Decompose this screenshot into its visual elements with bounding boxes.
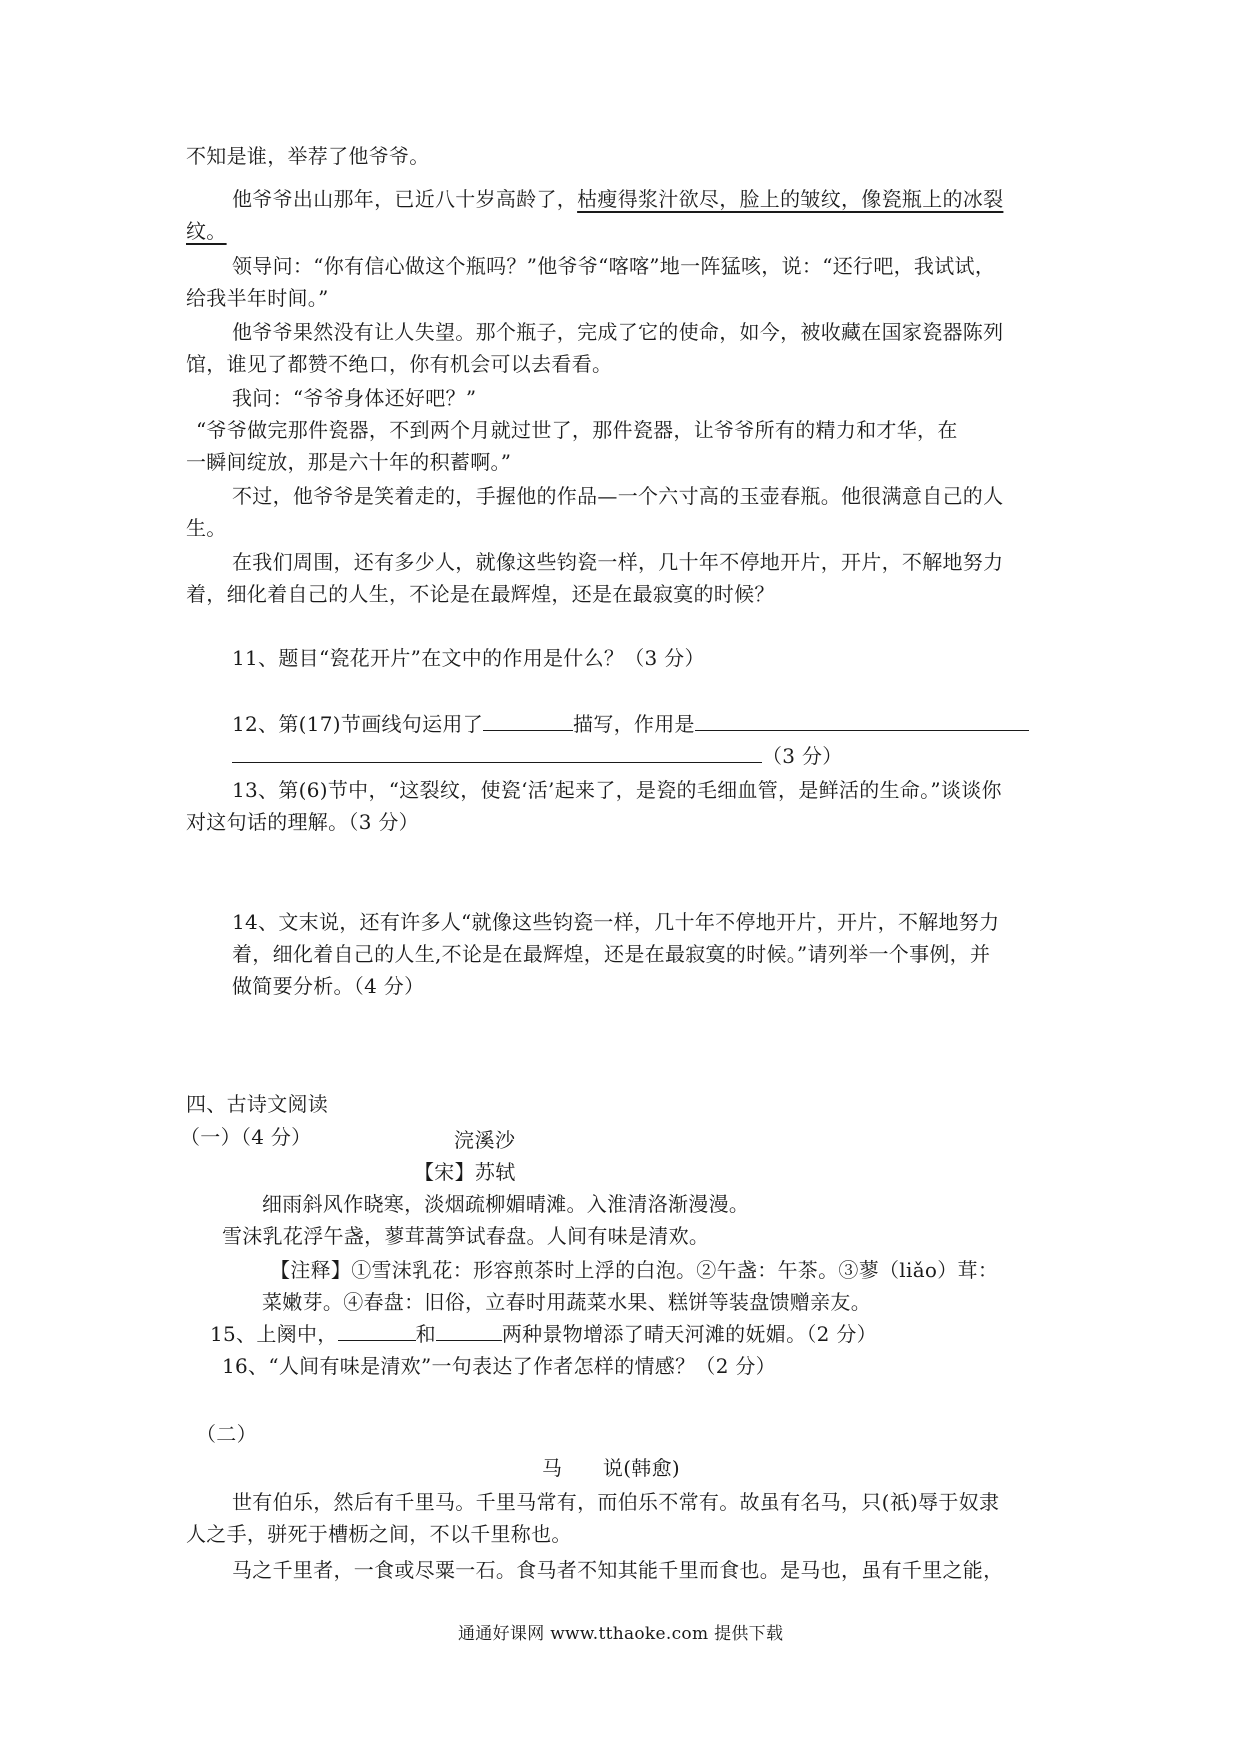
underlined-sentence: 纹。 [186, 219, 227, 243]
annotation-line: 【注释】①雪沫乳花：形容煎茶时上浮的白泡。②午盏：午茶。③蓼（liǎo）茸： [270, 1258, 999, 1282]
question-14: 14、文末说，还有许多人“就像这些钧瓷一样，几十年不停地开片，开片，不解地努力 [232, 910, 1000, 934]
paragraph-line: 给我半年时间。” [186, 286, 329, 310]
paragraph-line: 一瞬间绽放，那是六十年的积蓄啊。” [186, 450, 512, 474]
essay-line: 世有伯乐，然后有千里马。千里马常有，而伯乐不常有。故虽有名马，只(祇)辱于奴隶 [232, 1490, 1000, 1514]
part-label: （一）（4 分） [180, 1125, 312, 1149]
part-label: （二） [196, 1422, 257, 1446]
question-text: 和 [415, 1322, 436, 1346]
paragraph-line: “爷爷做完那件瓷器，不到两个月就过世了，那件瓷器，让爷爷所有的精力和才华，在 [196, 418, 958, 442]
answer-blank[interactable] [436, 1320, 502, 1341]
poem-line: 雪沫乳花浮午盏，蓼茸蒿笋试春盘。人间有味是清欢。 [222, 1224, 710, 1248]
paragraph-line: 不过，他爷爷是笑着走的，手握他的作品—一个六寸高的玉壶春瓶。他很满意自己的人 [232, 484, 1004, 508]
paragraph-line: 他爷爷果然没有让人失望。那个瓶子，完成了它的使命，如今，被收藏在国家瓷器陈列 [232, 320, 1004, 344]
question-16: 16、“人间有味是清欢”一句表达了作者怎样的情感？（2 分） [222, 1354, 776, 1378]
question-11: 11、题目“瓷花开片”在文中的作用是什么？（3 分） [232, 646, 705, 670]
question-text: 描写，作用是 [573, 712, 695, 736]
answer-blank[interactable] [232, 742, 762, 763]
question-15 [210, 1320, 877, 1348]
paragraph-line: 馆，谁见了都赞不绝口，你有机会可以去看看。 [186, 352, 613, 376]
annotation-line: 菜嫩芽。④春盘：旧俗，立春时用蔬菜水果、糕饼等装盘馈赠亲友。 [262, 1290, 871, 1314]
paragraph-line: 不知是谁，举荐了他爷爷。 [186, 144, 430, 168]
paragraph-text: 他爷爷出山那年，已近八十岁高龄了， [232, 187, 578, 211]
answer-blank[interactable] [483, 710, 573, 731]
paragraph-line [232, 185, 1003, 213]
underlined-sentence: 枯瘦得浆汁欲尽，脸上的皱纹，像瓷瓶上的冰裂 [577, 187, 1004, 211]
question-text: 15、上阕中， [210, 1322, 338, 1346]
question-13: 13、第(6)节中，“这裂纹，使瓷‘活’起来了，是瓷的毛细血管，是鲜活的生命。”谈谈你 [232, 778, 1002, 802]
footer-credit: 通通好课网 www.tthaoke.com 提供下载 [458, 1624, 784, 1644]
question-12 [232, 710, 1029, 738]
question-14-continued: 做简要分析。（4 分） [232, 974, 425, 998]
paragraph-line: 生。 [186, 516, 227, 540]
paragraph-line: 我问：“爷爷身体还好吧？” [232, 386, 477, 410]
question-text: （3 分） [762, 744, 843, 768]
paragraph-line: 着，细化着自己的人生，不论是在最辉煌，还是在最寂寞的时候？ [186, 582, 775, 606]
paragraph-line: 在我们周围，还有多少人，就像这些钧瓷一样，几十年不停地开片，开片，不解地努力 [232, 550, 1004, 574]
poem-author: 【宋】苏轼 [414, 1160, 516, 1184]
question-text: 12、第(17)节画线句运用了 [232, 712, 484, 736]
section-heading: 四、古诗文阅读 [186, 1092, 329, 1116]
question-14-continued: 着，细化着自己的人生,不论是在最辉煌，还是在最寂寞的时候。”请列举一个事例，并 [232, 942, 991, 966]
essay-line: 马之千里者，一食或尽粟一石。食马者不知其能千里而食也。是马也，虽有千里之能， [232, 1558, 1004, 1582]
poem-title: 浣溪沙 [454, 1128, 516, 1152]
essay-line: 人之手，骈死于槽枥之间，不以千里称也。 [186, 1522, 572, 1546]
essay-title: 马 说(韩愈) [542, 1456, 681, 1480]
question-13-continued: 对这句话的理解。（3 分） [186, 810, 419, 834]
question-text: 两种景物增添了晴天河滩的妩媚。（2 分） [501, 1322, 877, 1346]
question-12-continued [232, 742, 843, 770]
answer-blank[interactable] [338, 1320, 416, 1341]
poem-line: 细雨斜风作晓寒，淡烟疏柳媚晴滩。入淮清洛渐漫漫。 [262, 1192, 750, 1216]
paragraph-line: 领导问：“你有信心做这个瓶吗？”他爷爷“喀喀”地一阵猛咳，说：“还行吧，我试试， [232, 254, 996, 278]
answer-blank[interactable] [695, 710, 1029, 731]
